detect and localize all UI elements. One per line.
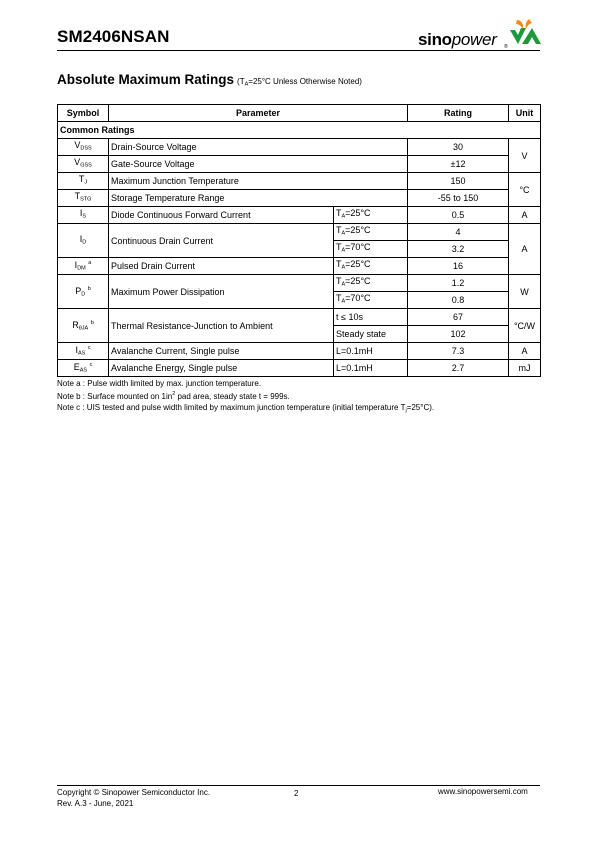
symbol-cell: $E_{AS}$ $^c$ <box>58 360 109 377</box>
group-row <box>58 122 541 139</box>
unit-cell: A <box>509 207 541 224</box>
parameter-cell: Avalanche Current, Single pulse <box>109 343 334 360</box>
website-link[interactable]: www.sinopowersemi.com <box>438 787 528 796</box>
note-b: Note b : Surface mounted on $1in^2$ pad area, steady state t = 999s. <box>57 391 290 401</box>
parameter-cell: Diode Continuous Forward Current <box>109 207 334 224</box>
unit-cell: mJ <box>509 360 541 377</box>
unit-cell: °C/W <box>509 309 541 343</box>
symbol-cell: $I_{DM}$ $^a$ <box>58 258 109 275</box>
sinopower-logo <box>418 18 543 52</box>
section-title <box>57 72 362 88</box>
rating-cell: 0.5 <box>408 207 509 224</box>
registered-mark: ® <box>504 44 508 50</box>
symbol-cell: $P_D$ $^b$ <box>58 275 109 309</box>
parameter-cell: Storage Temperature Range <box>109 190 408 207</box>
table-row <box>58 275 541 292</box>
section-title-text: Absolute Maximum Ratings <box>57 72 235 87</box>
footer-divider <box>57 785 540 786</box>
symbol-cell: $R_{\theta JA}$ $^b$ <box>58 309 109 343</box>
table-row <box>58 207 541 224</box>
unit-cell: A <box>509 343 541 360</box>
rating-cell: 150 <box>408 173 509 190</box>
rating-cell: ±12 <box>408 156 509 173</box>
header-parameter: Parameter <box>109 105 408 122</box>
symbol-cell: $V_{GSS}$ <box>58 156 109 173</box>
table-row <box>58 139 541 156</box>
condition-cell: t ≤ 10s <box>334 309 408 326</box>
symbol-cell: $I_S$ <box>58 207 109 224</box>
note-a: Note a : Pulse width limited by max. junction temperature. <box>57 379 262 388</box>
table-header-row <box>58 105 541 122</box>
symbol-cell: $T_J$ <box>58 173 109 190</box>
table-row <box>58 156 541 173</box>
rating-cell: 30 <box>408 139 509 156</box>
condition-cell: $T_A=25^\circ C$ <box>334 258 408 275</box>
symbol-cell: $I_D$ <box>58 224 109 258</box>
absolute-maximum-ratings-table <box>57 104 541 377</box>
table-row <box>58 173 541 190</box>
table-row <box>58 309 541 326</box>
copyright-text: Copyright © Sinopower Semiconductor Inc. <box>57 788 211 797</box>
condition-cell: L=0.1mH <box>334 360 408 377</box>
rating-cell: 2.7 <box>408 360 509 377</box>
logo-mark-icon <box>508 18 542 48</box>
parameter-cell: Continuous Drain Current <box>109 224 334 258</box>
condition-cell: $T_A=25^\circ C$ <box>334 207 408 224</box>
section-condition: ($T_A=25^\circ C$ Unless Otherwise Noted) <box>237 77 362 88</box>
rating-cell: 67 <box>408 309 509 326</box>
condition-cell: $T_A=70^\circ C$ <box>334 241 408 258</box>
symbol-cell: $V_{DSS}$ <box>58 139 109 156</box>
rating-cell: -55 to 150 <box>408 190 509 207</box>
parameter-cell: Maximum Power Dissipation <box>109 275 334 309</box>
page-number: 2 <box>294 789 299 798</box>
rating-cell: 1.2 <box>408 275 509 292</box>
table-row <box>58 224 541 241</box>
table-row <box>58 258 541 275</box>
parameter-cell: Maximum Junction Temperature <box>109 173 408 190</box>
logo-power: power <box>451 30 497 49</box>
table-row <box>58 360 541 377</box>
table-notes <box>57 378 434 417</box>
part-number: SM2406NSAN <box>57 27 170 46</box>
rating-cell: 16 <box>408 258 509 275</box>
header-divider <box>57 50 540 51</box>
rating-cell: 0.8 <box>408 292 509 309</box>
logo-text <box>418 30 497 50</box>
parameter-cell: Thermal Resistance-Junction to Ambient <box>109 309 334 343</box>
rating-cell: 4 <box>408 224 509 241</box>
condition-cell: $T_A=70^\circ C$ <box>334 292 408 309</box>
condition-cell: $T_A=25^\circ C$ <box>334 275 408 292</box>
header-rating: Rating <box>408 105 509 122</box>
condition-cell: $T_A=25^\circ C$ <box>334 224 408 241</box>
header-unit: Unit <box>509 105 541 122</box>
condition-cell: L=0.1mH <box>334 343 408 360</box>
logo-sino: sino <box>418 30 452 49</box>
condition-cell: Steady state <box>334 326 408 343</box>
table-row <box>58 343 541 360</box>
symbol-cell: $I_{AS}$ $^c$ <box>58 343 109 360</box>
rating-cell: 7.3 <box>408 343 509 360</box>
unit-cell: W <box>509 275 541 309</box>
note-c: Note c : UIS tested and pulse width limited by maximum junction temperature (initial temperature $T_j=25^\circ C$). <box>57 403 435 414</box>
parameter-cell: Avalanche Energy, Single pulse <box>109 360 334 377</box>
unit-cell: V <box>509 139 541 173</box>
footer-copyright-block <box>57 787 210 809</box>
symbol-cell: $T_{STG}$ <box>58 190 109 207</box>
parameter-cell: Drain-Source Voltage <box>109 139 408 156</box>
unit-cell: A <box>509 224 541 275</box>
rating-cell: 3.2 <box>408 241 509 258</box>
table-row <box>58 190 541 207</box>
rating-cell: 102 <box>408 326 509 343</box>
unit-cell: °C <box>509 173 541 207</box>
group-common-ratings: Common Ratings <box>58 122 541 139</box>
revision-text: Rev. A.3 - June, 2021 <box>57 799 134 808</box>
header-symbol: Symbol <box>58 105 109 122</box>
parameter-cell: Gate-Source Voltage <box>109 156 408 173</box>
parameter-cell: Pulsed Drain Current <box>109 258 334 275</box>
